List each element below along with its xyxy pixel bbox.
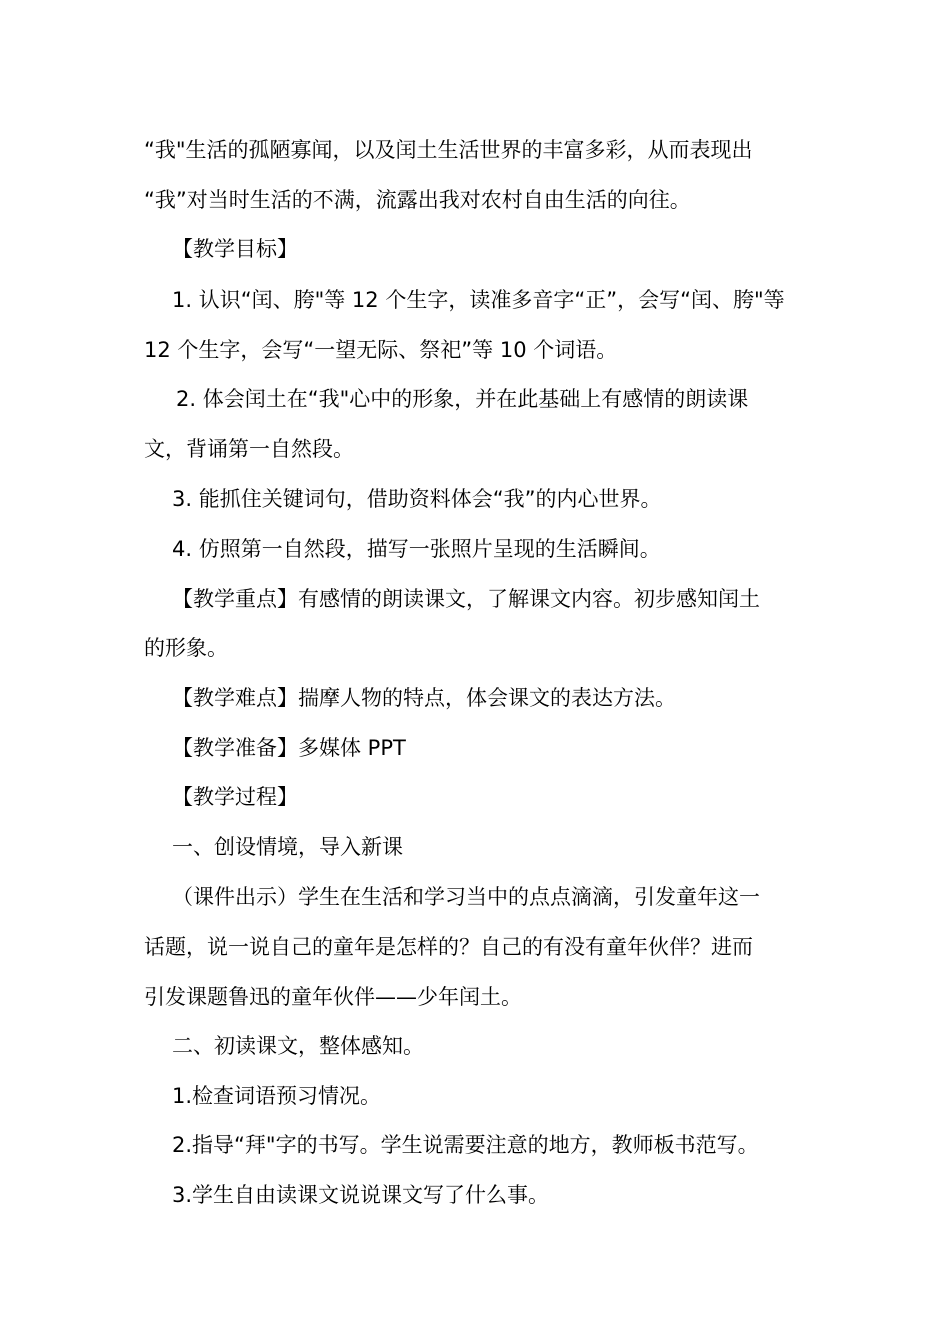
text-line: 话题，说一说自己的童年是怎样的？自己的有没有童年伙伴？进而	[144, 935, 753, 959]
text-line: （课件出示）学生在生活和学习当中的点点滴滴，引发童年这一	[172, 885, 760, 909]
text-line: 12 个生字，会写“一望无际、祭祀”等 10 个词语。	[144, 338, 618, 362]
text-line: 2. 体会闰土在“我"心中的形象，并在此基础上有感情的朗读课	[176, 387, 749, 411]
text-line: 3.学生自由读课文说说课文写了什么事。	[172, 1183, 550, 1207]
text-line: “我”对当时生活的不满，流露出我对农村自由生活的向往。	[144, 188, 691, 212]
text-line: 1.检查词语预习情况。	[172, 1084, 382, 1108]
text-line: 文，背诵第一自然段。	[144, 437, 354, 461]
text-line: 【教学重点】有感情的朗读课文，了解课文内容。初步感知闰土	[172, 587, 760, 611]
text-line: 【教学准备】多媒体 PPT	[172, 736, 406, 760]
text-line: 3. 能抓住关键词句，借助资料体会“我”的内心世界。	[172, 487, 662, 511]
text-line: “我"生活的孤陋寡闻，以及闰土生活世界的丰富多彩，从而表现出	[144, 138, 753, 162]
text-line: 2.指导“拜"字的书写。学生说需要注意的地方，教师板书范写。	[172, 1133, 759, 1157]
text-line: 的形象。	[144, 636, 228, 660]
text-line: 1. 认识“闰、胯"等 12 个生字，读准多音字“正”，会写“闰、胯"等	[172, 288, 785, 312]
text-line: 二、初读课文，整体感知。	[172, 1034, 424, 1058]
section-heading: 【教学目标】	[172, 237, 298, 261]
text-line: 4. 仿照第一自然段，描写一张照片呈现的生活瞬间。	[172, 537, 661, 561]
section-heading: 【教学过程】	[172, 785, 298, 809]
text-line: 【教学难点】揣摩人物的特点，体会课文的表达方法。	[172, 686, 676, 710]
text-line: 一、创设情境，导入新课	[172, 835, 403, 859]
text-line: 引发课题鲁迅的童年伙伴——少年闰土。	[144, 985, 522, 1009]
